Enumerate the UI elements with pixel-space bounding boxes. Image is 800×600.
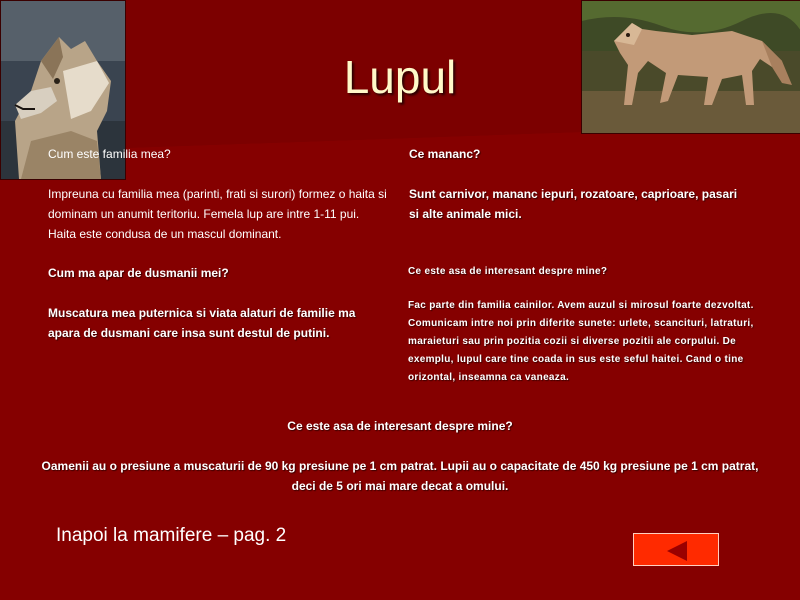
defense-answer: Muscatura mea puternica si viata alaturi de familie ma apara de dusmani care insa sunt destul de putini. (48, 306, 356, 340)
back-to-mammals-link[interactable]: Inapoi la mamifere – pag. 2 (56, 525, 287, 546)
interesting-bottom-answer: Oamenii au o presiune a muscaturii de 90 kg presiune pe 1 cm patrat. Lupii au o capacitate de 450 kg presiune pe 1 cm patrat, deci de 5 ori mai mare decat a omului. (41, 459, 759, 493)
interesting-bottom-question: Ce este asa de interesant despre mine? (287, 419, 513, 433)
family-answer: Impreuna cu familia mea (parinti, frati si surori) formez o haita si dominam un anumit teritoriu. Femela lup are intre 1-11 pui. Haita este condusa de un mascul dominant. (48, 187, 387, 241)
interesting-right-answer: Fac parte din familia cainilor. Avem auzul si mirosul foarte dezvoltat. Comunicam intre noi prin diferite sunete: urlete, scancituri, latraturi, maraieturi sau prin pozitia cozii si diverse pozitii ale corpului. De exemplu, lupul care tine coada in sus este seful haitei. Cand o tine orizontal, inseamna ca vaneaza. (408, 300, 754, 383)
family-question: Cum este familia mea? (48, 147, 171, 161)
family-section (48, 144, 388, 244)
defense-section (48, 263, 388, 343)
food-question: Ce mananc? (409, 147, 481, 161)
food-section (409, 144, 739, 224)
slide-title: Lupul (343, 51, 457, 103)
left-arrow-icon (667, 541, 687, 561)
interesting-bottom-section (40, 416, 760, 496)
food-answer: Sunt carnivor, mananc iepuri, rozatoare, caprioare, pasari si alte animale mici. (409, 187, 738, 221)
interesting-right-question: Ce este asa de interesant despre mine? (408, 266, 608, 277)
wolf-walking-photo (581, 0, 800, 134)
interesting-right-section (408, 263, 758, 387)
back-button[interactable] (633, 533, 719, 566)
defense-question: Cum ma apar de dusmanii mei? (48, 266, 229, 280)
